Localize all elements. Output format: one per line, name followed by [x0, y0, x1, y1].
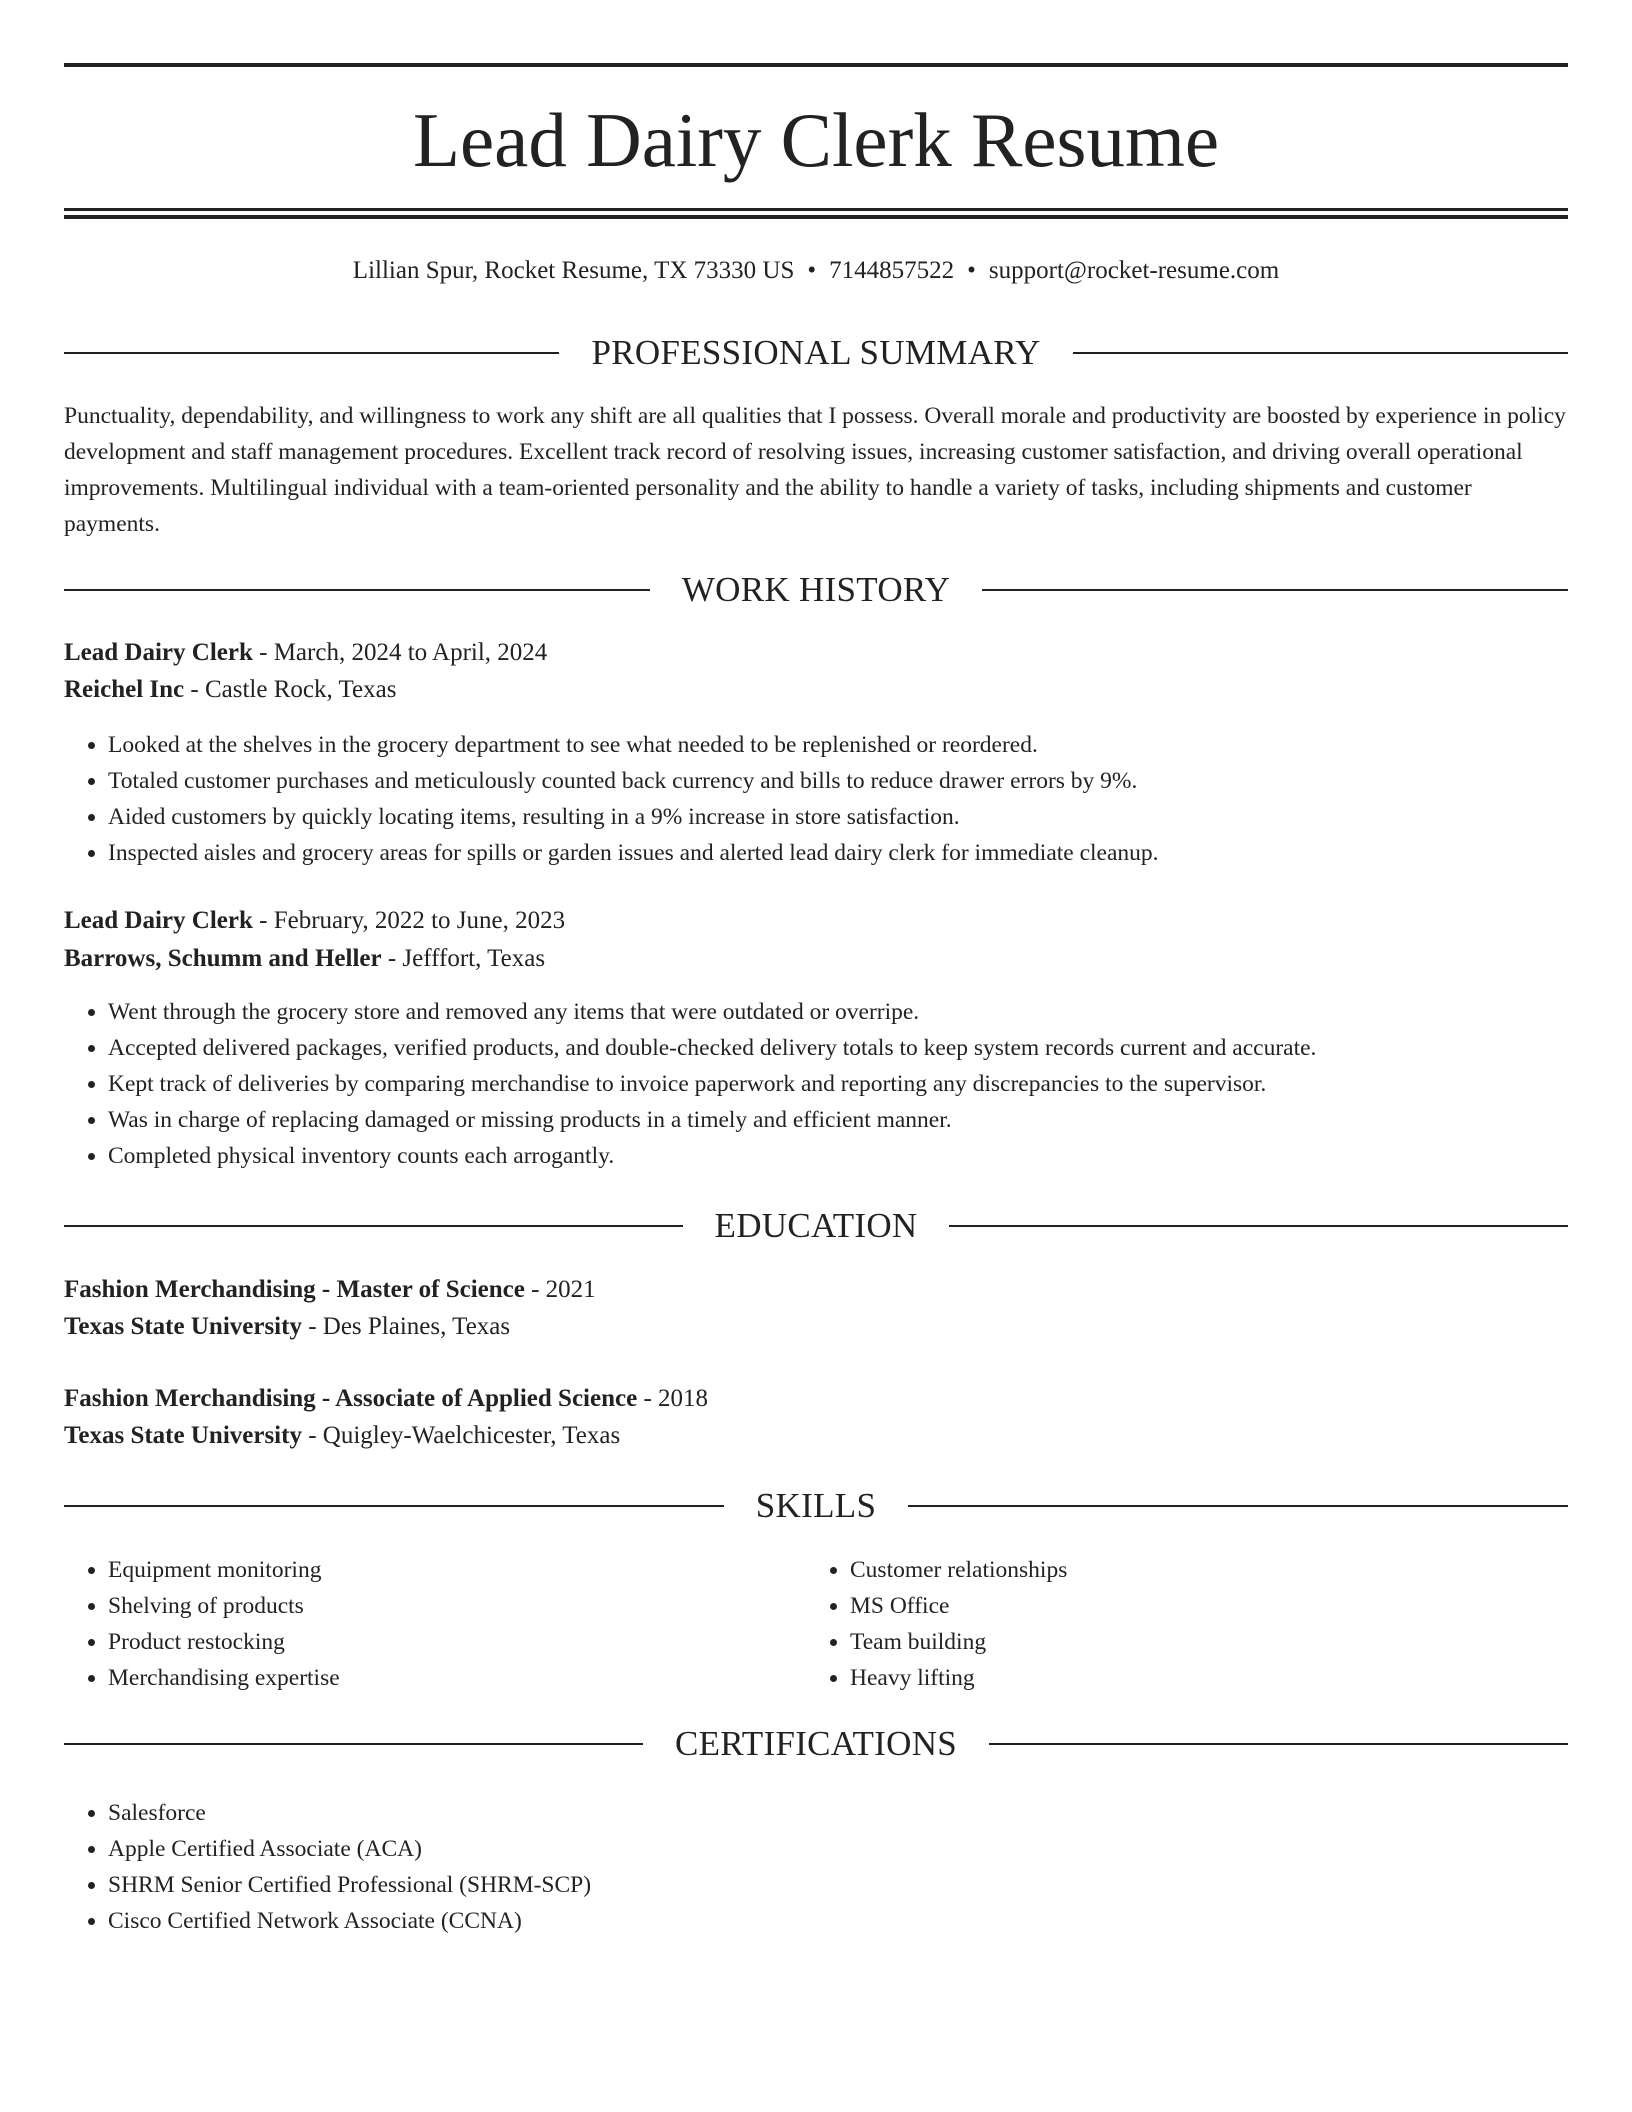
certifications-list	[64, 1795, 591, 1939]
section-rule-right	[989, 1743, 1568, 1745]
job-title-line	[64, 904, 565, 938]
list-item: • Looked at the shelves in the grocery department to see what needed to be replenished or reordered.	[108, 727, 1159, 763]
header-bottom-rule-secondary	[64, 215, 1568, 219]
contact-separator: •	[807, 257, 817, 284]
section-rule-right	[1073, 352, 1568, 354]
job-company: Barrows, Schumm and Heller	[64, 945, 382, 972]
job-duties-list	[64, 727, 1159, 871]
list-item: • SHRM Senior Certified Professional (SHRM-SCP)	[108, 1867, 591, 1903]
header-top-rule	[64, 63, 1568, 67]
section-rule-left	[64, 1225, 683, 1227]
list-item: • Product restocking	[108, 1624, 808, 1660]
job-company: Reichel Inc	[64, 676, 185, 703]
section-rule-left	[64, 352, 559, 354]
job-role: Lead Dairy Clerk	[64, 639, 253, 666]
education-school: Texas State University	[64, 1422, 302, 1449]
summary-text: Punctuality, dependability, and willingness to work any shift are all qualities that I possess. Overall morale and productivity are boosted by experience in policy development and staff management procedures. Excellent track record of resolving issues, increasing customer satisfaction, and driving overall operational improvements. Multilingual individual with a team-oriented personality and the ability to handle a variety of tasks, including shipments and customer payments.	[64, 403, 1566, 537]
list-item: • Equipment monitoring	[108, 1552, 808, 1588]
job-role: Lead Dairy Clerk	[64, 907, 253, 934]
section-title: EDUCATION	[714, 1206, 918, 1245]
list-item: • Salesforce	[108, 1795, 591, 1831]
list-item: • Shelving of products	[108, 1588, 808, 1624]
job-company-line	[64, 673, 396, 707]
skills-list-right	[806, 1552, 1550, 1696]
section-rule-left	[64, 1743, 643, 1745]
section-rule-right	[982, 589, 1568, 591]
list-item: • Customer relationships	[850, 1552, 1550, 1588]
education-degree: Fashion Merchandising - Master of Science	[64, 1276, 525, 1303]
section-rule-right	[908, 1505, 1568, 1507]
job-title-line	[64, 636, 547, 670]
list-item: • Kept track of deliveries by comparing merchandise to invoice paperwork and reporting any discrepancies to the supervisor.	[108, 1066, 1316, 1102]
section-rule-right	[949, 1225, 1568, 1227]
section-title: PROFESSIONAL SUMMARY	[591, 333, 1041, 372]
contact-separator: •	[967, 257, 976, 284]
list-item: • Completed physical inventory counts each arrogantly.	[108, 1138, 1316, 1174]
list-item: • Went through the grocery store and removed any items that were outdated or overripe.	[108, 994, 1316, 1030]
contact-email[interactable]: support@rocket-resume.com	[988, 257, 1280, 284]
education-location: - Quigley-Waelchicester, Texas	[301, 1422, 621, 1449]
skills-list-left	[64, 1552, 808, 1696]
education-year: - 2018	[637, 1385, 709, 1412]
list-item: • Heavy lifting	[850, 1660, 1550, 1696]
contact-phone: 7144857522	[829, 257, 955, 284]
education-location: - Des Plaines, Texas	[301, 1313, 511, 1340]
section-heading-summary	[64, 331, 1568, 375]
section-title: WORK HISTORY	[681, 570, 951, 609]
education-degree-line	[64, 1382, 708, 1416]
education-school: Texas State University	[64, 1313, 302, 1340]
job-duties-list	[64, 994, 1316, 1174]
section-heading-skills	[64, 1484, 1568, 1528]
list-item: • Inspected aisles and grocery areas for spills or garden issues and alerted lead dairy clerk for immediate cleanup.	[108, 835, 1159, 871]
job-company-line	[64, 942, 545, 976]
list-item: • MS Office	[850, 1588, 1550, 1624]
education-year: - 2021	[524, 1276, 596, 1303]
header-bottom-rule	[64, 208, 1568, 211]
education-degree: Fashion Merchandising - Associate of Applied Science	[64, 1385, 638, 1412]
contact-address: Lillian Spur, Rocket Resume, TX 73330 US	[352, 257, 795, 284]
contact-line	[64, 255, 1568, 287]
list-item: • Was in charge of replacing damaged or missing products in a timely and efficient manner.	[108, 1102, 1316, 1138]
section-title: CERTIFICATIONS	[674, 1724, 958, 1763]
list-item: • Merchandising expertise	[108, 1660, 808, 1696]
resume-title: Lead Dairy Clerk Resume	[412, 97, 1220, 183]
list-item: • Cisco Certified Network Associate (CCNA)	[108, 1903, 591, 1939]
education-school-line	[64, 1419, 620, 1453]
list-item: • Apple Certified Associate (ACA)	[108, 1831, 591, 1867]
section-rule-left	[64, 1505, 724, 1507]
job-dates: - March, 2024 to April, 2024	[252, 639, 548, 666]
list-item: • Totaled customer purchases and meticulously counted back currency and bills to reduce drawer errors by 9%.	[108, 763, 1159, 799]
section-heading-work-history	[64, 568, 1568, 612]
section-rule-left	[64, 589, 650, 591]
section-heading-education	[64, 1204, 1568, 1248]
list-item: • Aided customers by quickly locating items, resulting in a 9% increase in store satisfaction.	[108, 799, 1159, 835]
education-school-line	[64, 1310, 510, 1344]
education-degree-line	[64, 1273, 596, 1307]
job-location: - Jefffort, Texas	[381, 945, 546, 972]
job-location: - Castle Rock, Texas	[184, 676, 397, 703]
list-item: • Team building	[850, 1624, 1550, 1660]
section-title: SKILLS	[755, 1486, 877, 1525]
section-heading-certifications	[64, 1722, 1568, 1766]
list-item: • Accepted delivered packages, verified products, and double-checked delivery totals to keep system records current and accurate.	[108, 1030, 1316, 1066]
job-dates: - February, 2022 to June, 2023	[252, 907, 566, 934]
